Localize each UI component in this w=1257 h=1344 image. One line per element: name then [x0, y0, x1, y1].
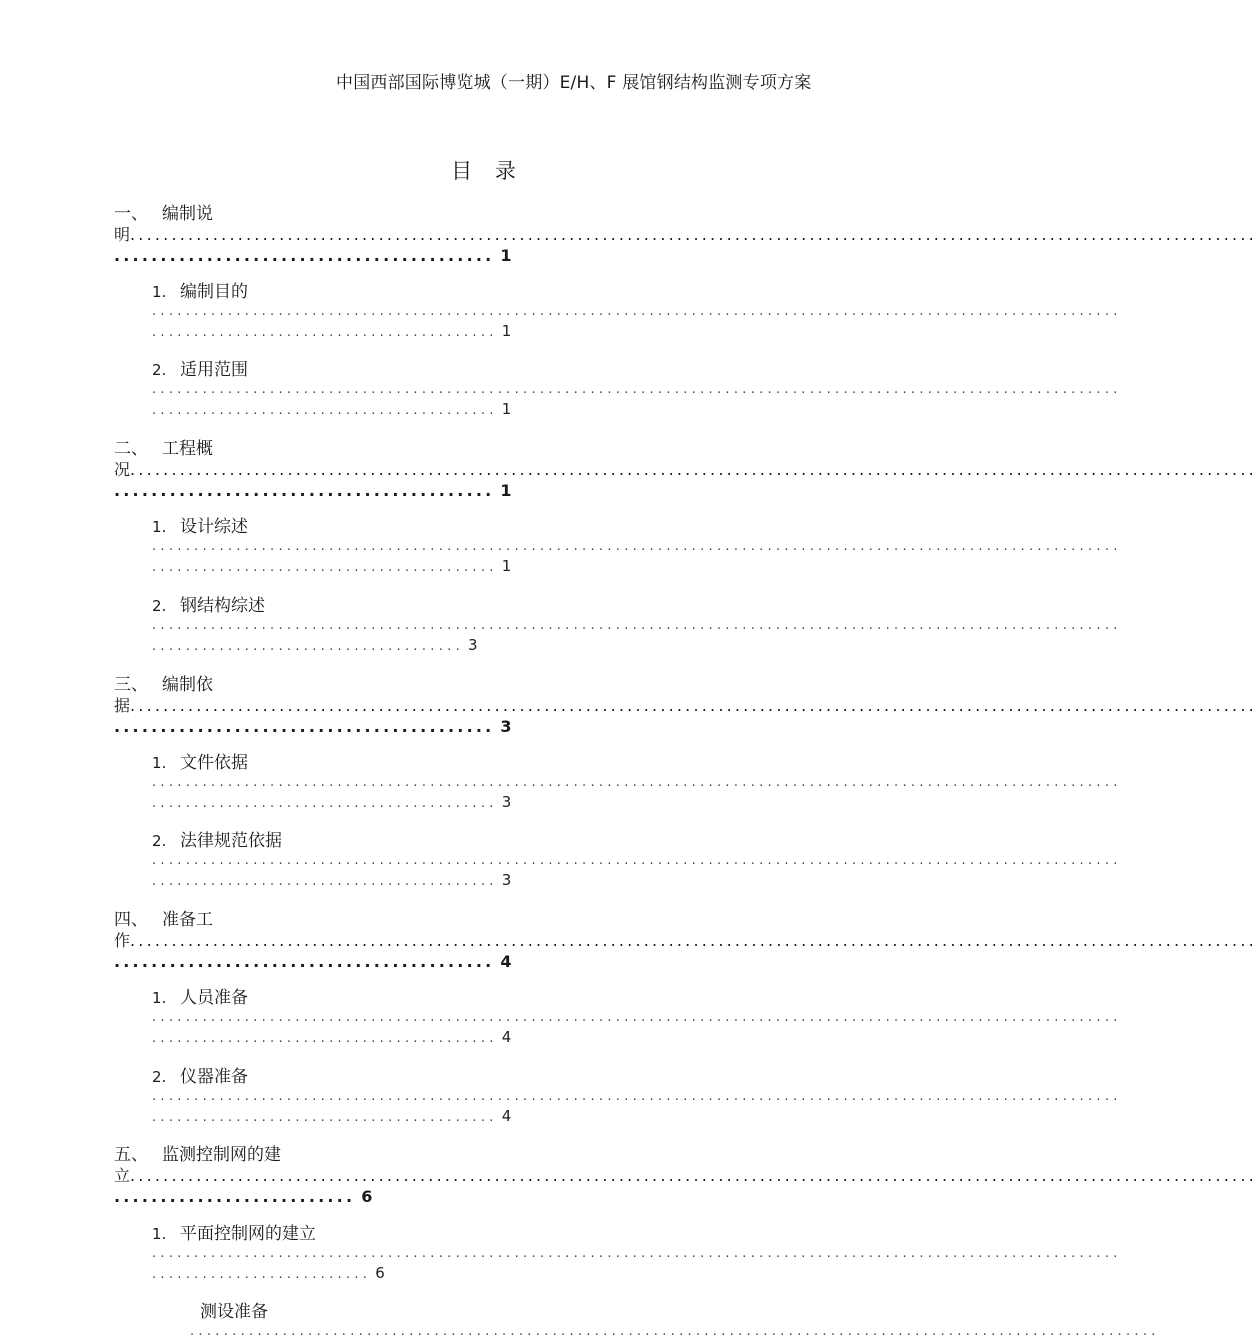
toc-page-number: 1: [500, 246, 512, 265]
toc-page-number: 6: [375, 1264, 385, 1282]
leader-dots: .........................................: [114, 717, 495, 736]
toc-entry-title: 测设准备: [200, 1302, 268, 1322]
toc-entry-title-wrap: 立: [114, 1166, 131, 1185]
toc-entry-3-1[interactable]: [152, 752, 1122, 814]
leader-dots: .........................................: [114, 246, 495, 265]
leader-dots: ...................................................................................................................: [152, 1246, 1122, 1261]
toc-entry-section-3[interactable]: [114, 674, 1257, 738]
toc-entry-title: 文件依据: [180, 753, 248, 773]
leader-dots: ........................................................................................................................................: [130, 225, 1257, 244]
toc-page-number: 3: [501, 793, 512, 811]
toc-entry-title-wrap: 明: [114, 225, 131, 244]
toc-entry-1-2[interactable]: [152, 359, 1122, 421]
toc-entry-1-1[interactable]: [152, 281, 1122, 343]
toc-entry-4-2[interactable]: [152, 1066, 1122, 1128]
toc-entry-number: 2.: [152, 361, 167, 379]
leader-dots: ...................................................................................................................: [152, 382, 1122, 397]
toc-entry-2-2[interactable]: [152, 595, 1122, 657]
toc-entry-number: 四、: [114, 910, 148, 930]
toc-entry-number: 二、: [114, 439, 148, 459]
leader-dots: ...................................................................................................................: [190, 1324, 1160, 1339]
toc-entry-title-wrap: 况: [114, 460, 131, 479]
toc-entry-2-1[interactable]: [152, 516, 1122, 578]
toc-entry-number: 三、: [114, 675, 148, 695]
toc-entry-number: 1.: [152, 518, 167, 536]
toc-entry-section-2[interactable]: [114, 438, 1257, 502]
toc-entry-title: 适用范围: [180, 360, 248, 380]
toc-page-number: 3: [500, 717, 512, 736]
leader-dots: ...................................................................................................................: [152, 1010, 1122, 1025]
leader-dots: .........................................: [114, 481, 495, 500]
leader-dots: ..........................: [114, 1187, 356, 1206]
toc-entry-number: 2.: [152, 1068, 167, 1086]
leader-dots: .........................................: [152, 560, 498, 575]
toc-entry-5-1[interactable]: [152, 1223, 1122, 1285]
toc-entry-number: 2.: [152, 832, 167, 850]
toc-entry-title: 编制依: [162, 675, 213, 695]
toc-entry-title: 设计综述: [180, 517, 248, 537]
leader-dots: ........................................................................................................................................: [130, 696, 1257, 715]
leader-dots: .........................................: [114, 952, 495, 971]
leader-dots: .........................................: [152, 1110, 498, 1125]
toc-entry-title: 工程概: [162, 439, 213, 459]
toc-entry-title: 编制目的: [180, 282, 248, 302]
toc-entry-section-4[interactable]: [114, 909, 1257, 973]
toc-entry-number: 2.: [152, 597, 167, 615]
leader-dots: ...................................................................................................................: [152, 539, 1122, 554]
toc-entry-title: 钢结构综述: [180, 596, 265, 616]
toc-page-number: 1: [501, 322, 512, 340]
toc-page-number: 4: [500, 952, 512, 971]
toc-entry-4-1[interactable]: [152, 987, 1122, 1049]
toc-title: 目 录: [451, 159, 524, 183]
toc-entry-title-wrap: 作: [114, 931, 131, 950]
leader-dots: .........................................: [152, 796, 498, 811]
leader-dots: .........................................: [152, 1031, 498, 1046]
leader-dots: ........................................................................................................................................: [130, 460, 1257, 479]
leader-dots: .........................................: [152, 403, 498, 418]
leader-dots: .........................................: [152, 874, 498, 889]
leader-dots: .....................................: [152, 639, 464, 654]
toc-entry-title: 监测控制网的建: [162, 1145, 281, 1165]
leader-dots: ...................................................................................................................: [152, 853, 1122, 868]
leader-dots: ..........................: [152, 1267, 372, 1282]
leader-dots: ........................................................................................................................................: [130, 1166, 1257, 1185]
toc-entry-5-1-1[interactable]: [190, 1301, 1160, 1341]
toc-entry-3-2[interactable]: [152, 830, 1122, 892]
toc-entry-number: 1.: [152, 1225, 167, 1243]
toc-entry-number: 五、: [114, 1145, 148, 1165]
toc-entry-number: 一、: [114, 204, 148, 224]
toc-entry-section-5[interactable]: [114, 1144, 1257, 1208]
toc-entry-number: 1.: [152, 989, 167, 1007]
toc-page-number: 6: [361, 1187, 373, 1206]
toc-page-number: 4: [501, 1107, 512, 1125]
toc-entry-title: 准备工: [162, 910, 213, 930]
document-header: 中国西部国际博览城（一期）E/H、F 展馆钢结构监测专项方案: [336, 73, 812, 93]
leader-dots: ...................................................................................................................: [152, 1089, 1122, 1104]
leader-dots: ...................................................................................................................: [152, 618, 1122, 633]
toc-page-number: 1: [500, 481, 512, 500]
toc-entry-title: 平面控制网的建立: [180, 1224, 316, 1244]
toc-entry-title: 编制说: [162, 204, 213, 224]
toc-page-number: 4: [501, 1028, 512, 1046]
leader-dots: ...................................................................................................................: [152, 775, 1122, 790]
leader-dots: ........................................................................................................................................: [130, 931, 1257, 950]
toc-entry-title: 仪器准备: [180, 1067, 248, 1087]
toc-page-number: 1: [501, 400, 512, 418]
toc-entry-section-1[interactable]: [114, 203, 1257, 267]
toc-entry-title: 人员准备: [180, 988, 248, 1008]
toc-entry-number: 1.: [152, 754, 167, 772]
toc-page-number: 3: [501, 871, 512, 889]
toc-entry-title: 法律规范依据: [180, 831, 282, 851]
toc-entry-title-wrap: 据: [114, 696, 131, 715]
leader-dots: ...................................................................................................................: [152, 304, 1122, 319]
toc-entry-number: 1.: [152, 283, 167, 301]
toc-page-number: 3: [468, 636, 478, 654]
toc-page-number: 1: [501, 557, 512, 575]
leader-dots: .........................................: [152, 325, 498, 340]
